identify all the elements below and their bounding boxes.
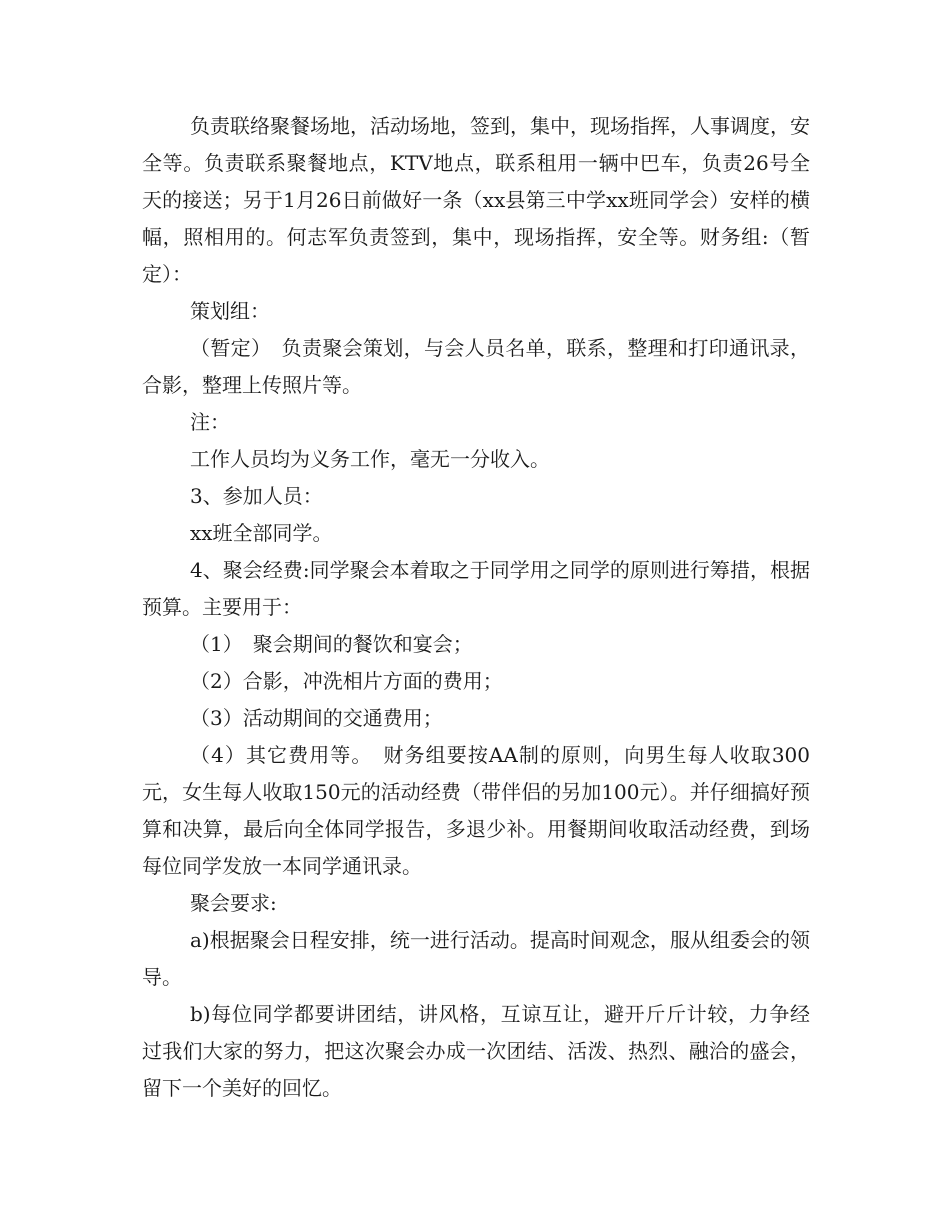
paragraph-planning-group: 策划组：	[190, 299, 270, 323]
paragraph-requirement-b: b)每位同学都要讲团结，讲风格，互谅互让，避开斤斤计较，力争经过我们大家的努力，把这次聚会办成一次团结、活泼、热烈、融洽的盛会，留下一个美好的回忆。	[142, 1002, 810, 1100]
list-item-expense-2: （2）合影，冲洗相片方面的费用；	[190, 669, 503, 693]
paragraph-participants-text: xx班全部同学。	[190, 521, 333, 545]
list-item-expense-1: （1） 聚会期间的餐饮和宴会；	[190, 632, 473, 656]
paragraph-staff-duties: 负责联络聚餐场地，活动场地，签到，集中，现场指挥，人事调度，安全等。负责联系聚餐地点，KTV地点，联系租用一辆中巴车，负责26号全天的接送；另于1月26日前做好一条（xx县第三中学xx班同学会）安样的横幅，照相用的。何志军负责签到，集中，现场指挥，安全等。财务组:（暂定）：	[142, 114, 810, 286]
paragraph-participants-heading: 3、参加人员：	[190, 484, 323, 508]
list-item-expense-3: （3）活动期间的交通费用；	[190, 706, 443, 730]
paragraph-note-heading: 注：	[190, 410, 230, 434]
paragraph-note-text: 工作人员均为义务工作，毫无一分收入。	[190, 447, 550, 471]
document-body	[142, 108, 810, 1107]
paragraph-requirements-heading: 聚会要求:	[190, 891, 277, 915]
paragraph-requirement-a: a)根据聚会日程安排，统一进行活动。提高时间观念，服从组委会的领导。	[142, 928, 810, 989]
paragraph-funding: 4、聚会经费:同学聚会本着取之于同学用之同学的原则进行筹措，根据预算。主要用于：	[142, 558, 810, 619]
list-item-expense-4: （4）其它费用等。 财务组要按AA制的原则，向男生每人收取300元，女生每人收取150元的活动经费（带伴侣的另加100元）。并仔细搞好预算和决算，最后向全体同学报告，多退少补。用餐期间收取活动经费，到场每位同学发放一本同学通讯录。	[142, 743, 810, 878]
paragraph-planning-duties: （暂定） 负责聚会策划，与会人员名单，联系，整理和打印通讯录，合影，整理上传照片等。	[142, 336, 810, 397]
